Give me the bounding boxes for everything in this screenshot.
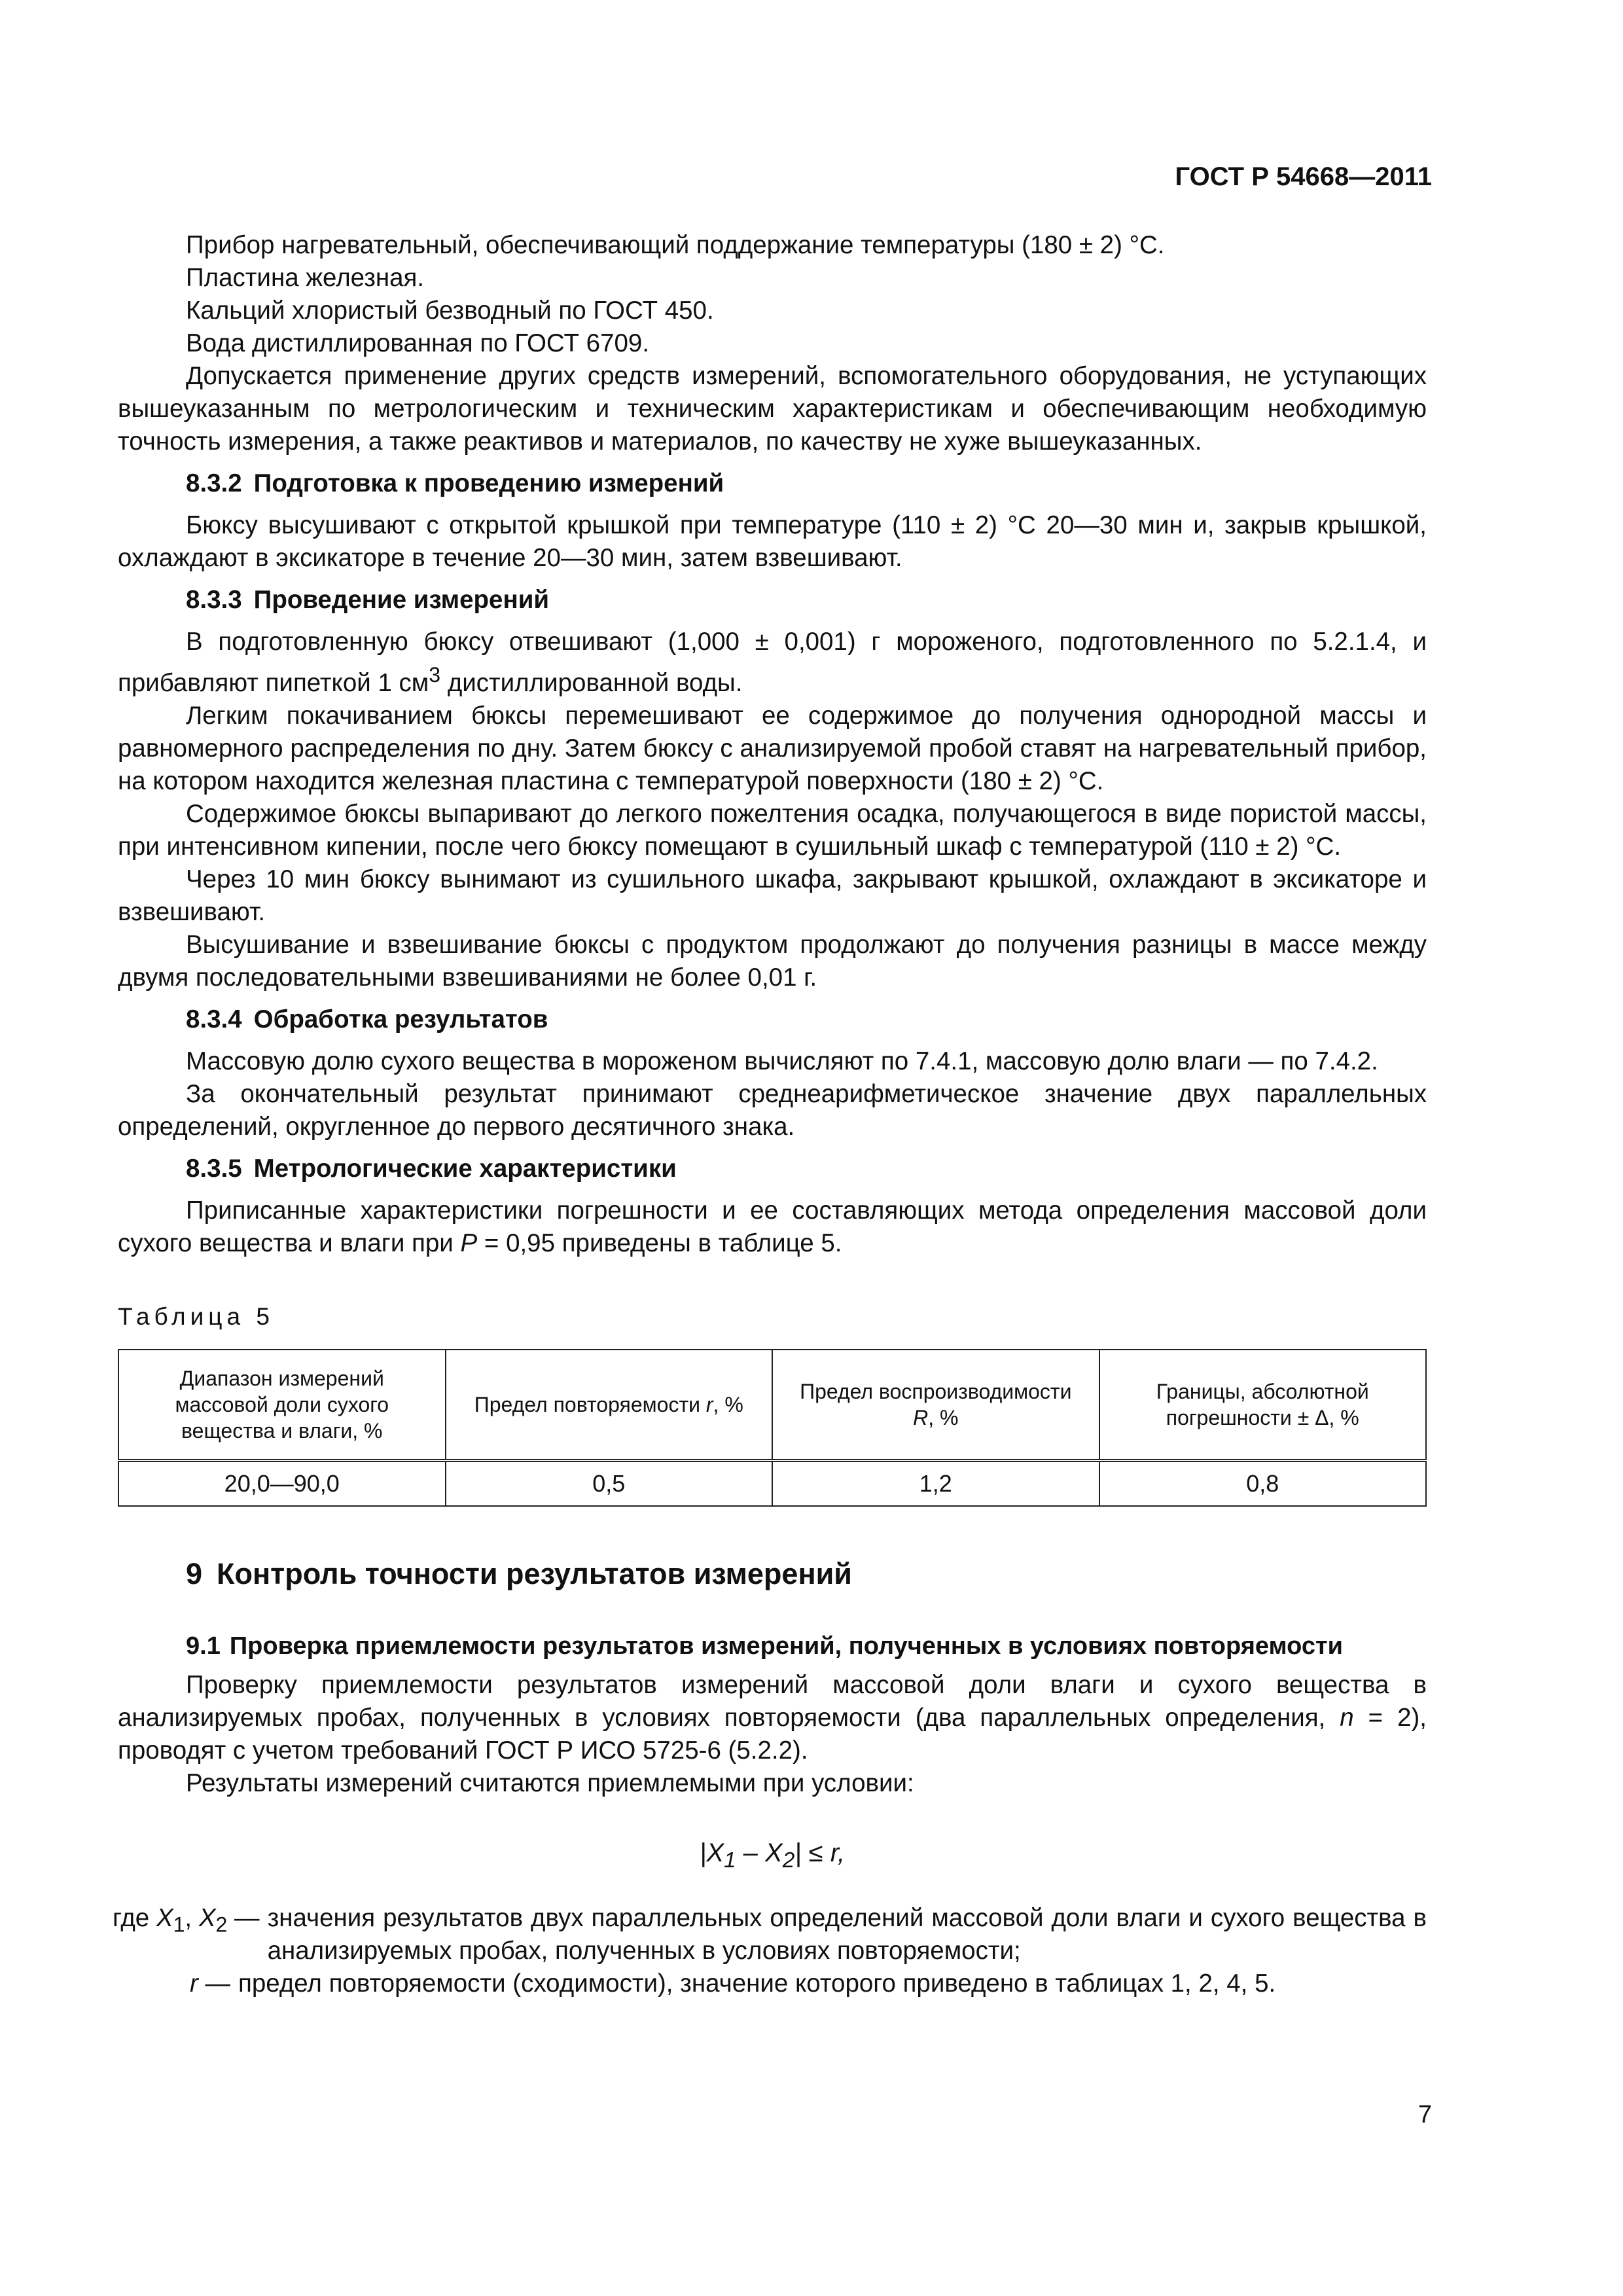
variable: n [1340,1703,1354,1732]
paragraph: Высушивание и взвешивание бюксы с продуктом продолжают до получения разницы в массе между двумя последовательными взвешиваниями не более 0,01 г. [118,930,1427,992]
paragraph-text: дистиллированной воды. [440,668,743,697]
section-title: Метрологические характеристики [253,1154,677,1183]
formula-subscript: 2 [782,1848,795,1873]
header-text: , % [928,1405,959,1429]
variable: Р [460,1229,478,1257]
section-heading-8-3-4 [186,1003,1427,1036]
section-title: Проверка приемлемости результатов измерений, полученных в условиях повторяемости [229,1632,1343,1660]
section-number: 8.3.2 [186,469,242,497]
section-number: 9 [186,1556,203,1590]
dash: — [227,1903,260,1932]
table-caption: Таблица 5 [118,1302,274,1330]
paragraph-text: В подготовленную бюксу отвешивают (1,000 ± 0,001) г мороженого, подготовленного по 5.2.1.4, и прибавляют пипеткой 1 см [118,628,1427,697]
formula-part: | ≤ r, [794,1838,846,1867]
section-heading-8-3-5 [186,1153,1427,1185]
paragraph [118,1194,1427,1260]
subscript: 1 [173,1912,185,1937]
paragraph [118,626,1427,700]
equipment-line: Пластина железная. [186,264,425,292]
section-title: Обработка результатов [253,1005,548,1033]
variable: X [156,1903,173,1932]
formula-subscript: 1 [724,1848,736,1873]
table-cell: 0,8 [1099,1460,1427,1506]
definition-row [118,1967,1427,2000]
table-header-row [118,1350,1426,1461]
paragraph: Массовую долю сухого вещества в мороженом вычисляют по 7.4.1, массовую долю влаги — по 7.4.2. [186,1047,1378,1075]
paragraph-text: = 0,95 приведены в таблице 5. [477,1229,842,1257]
section-number: 8.3.5 [186,1154,242,1183]
paragraph: Содержимое бюксы выпаривают до легкого пожелтения осадка, получающегося в виде пористой массы, при интенсивном кипении, после чего бюксу помещают в сушильный шкаф с температурой (110 ± 2) °С. [118,799,1427,861]
section-title: Контроль точности результатов измерений [217,1556,852,1590]
paragraph: Результаты измерений считаются приемлемыми при условии: [186,1768,914,1797]
variable: r [189,1969,198,1998]
section-heading-8-3-3 [186,584,1427,617]
paragraph: Через 10 мин бюксу вынимают из сушильного шкафа, закрывают крышкой, охлаждают в эксикаторе и взвешивают. [118,865,1427,926]
formula-definitions [113,1902,1427,2000]
header-text: Предел повторяемости [474,1392,706,1416]
definition-row [113,1902,1427,1967]
paragraph-text: = 2), проводят с учетом требований ГОСТ Р ИСО 5725-6 (5.2.2). [118,1703,1427,1765]
standard-code: ГОСТ Р 54668—2011 [1175,162,1432,191]
subscript: 2 [215,1912,228,1937]
column-header: Диапазон измерений массовой доли сухого вещества и влаги, % [118,1350,446,1461]
paragraph [118,1669,1427,1767]
dash: — [198,1969,230,1998]
section-number: 8.3.4 [186,1005,242,1033]
page-content [113,229,1427,2000]
paragraph: Легким покачиванием бюксы перемешивают ее содержимое до получения однородной массы и равномерного распределения по дну. Затем бюксу с анализируемой пробой ставят на нагревательный прибор, на котором находится железная пластина с температурой поверхности (180 ± 2) °С. [118,701,1427,795]
paragraph: За окончательный результат принимают среднеарифметическое значение двух параллельных определений, округленное до первого десятичного знака. [118,1079,1427,1141]
equipment-line: Прибор нагревательный, обеспечивающий поддержание температуры (180 ± 2) °С. [186,231,1165,259]
variable: X [198,1903,216,1932]
section-number: 9.1 [186,1632,221,1660]
column-header [446,1350,773,1461]
definition-term [118,1967,230,2000]
formula [118,1837,1427,1877]
section-heading-9 [186,1558,1427,1590]
section-title: Подготовка к проведению измерений [253,469,724,497]
table-row [118,1460,1426,1506]
superscript: 3 [429,663,441,687]
separator: , [185,1903,199,1932]
header-text: Предел воспроизводимости [800,1379,1072,1403]
definition-term [113,1902,260,1967]
paragraph-text: Приписанные характеристики погрешности и ее составляющих метода определения массовой доли сухого вещества и влаги при [118,1196,1427,1257]
definition-text: предел повторяемости (сходимости), значение которого приведено в таблицах 1, 2, 4, 5. [238,1969,1276,1998]
table-cell: 20,0—90,0 [118,1460,446,1506]
equipment-line: Кальций хлористый безводный по ГОСТ 450. [186,296,714,325]
equipment-paragraph: Допускается применение других средств измерений, вспомогательного оборудования, не уступающих вышеуказанным по метрологическим и техническим характеристикам и обеспечивающим необходимую точность измерения, а также реактивов и материалов, по качеству не хуже вышеуказанных. [118,362,1427,456]
table-cell: 1,2 [772,1460,1099,1506]
paragraph: Бюксу высушивают с открытой крышкой при температуре (110 ± 2) °С 20—30 мин и, закрыв крышкой, охлаждают в эксикаторе в течение 20—30 мин, затем взвешивают. [118,511,1427,572]
column-header [772,1350,1099,1461]
equipment-line: Вода дистиллированная по ГОСТ 6709. [186,329,650,357]
section-number: 8.3.3 [186,586,242,614]
section-heading-9-1 [186,1630,1427,1662]
where-word: где [113,1903,156,1932]
column-header: Границы, абсолютной погрешности ± Δ, % [1099,1350,1427,1461]
formula-part: |X [699,1838,724,1867]
header-text: , % [713,1392,743,1416]
page-number: 7 [1418,2101,1432,2128]
formula-part: – X [736,1838,783,1867]
table-5 [118,1349,1427,1507]
definition-text: значения результатов двух параллельных определений массовой доли влаги и сухого вещества в анализируемых пробах, полученных в условиях повторяемости; [267,1903,1427,1965]
section-title: Проведение измерений [253,586,550,614]
paragraph-text: Проверку приемлемости результатов измерений массовой доли влаги и сухого вещества в анализируемых пробах, полученных в условиях повторяемости (два параллельных определения, [118,1670,1427,1732]
variable: r [705,1392,713,1416]
variable: R [913,1405,929,1429]
section-heading-8-3-2 [186,467,1427,500]
table-cell: 0,5 [446,1460,773,1506]
